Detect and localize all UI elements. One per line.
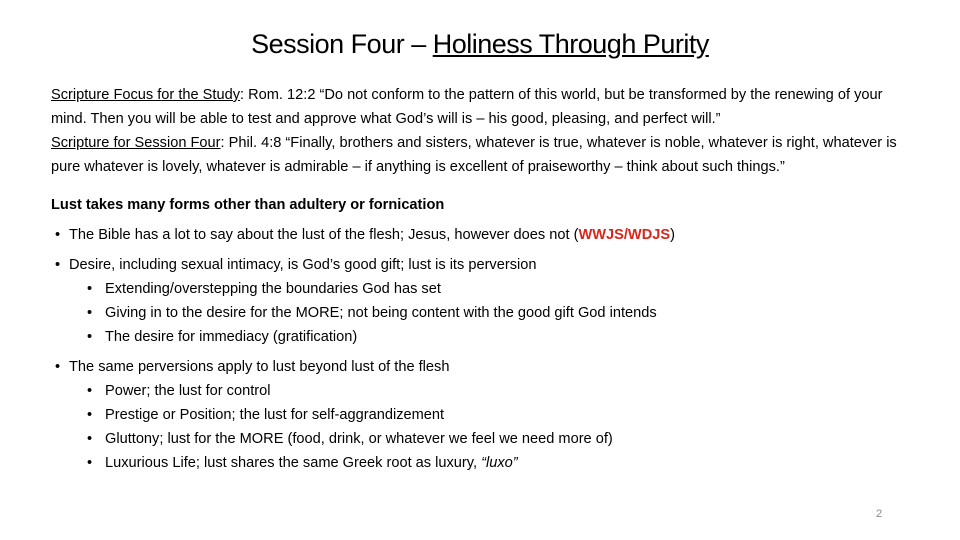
sub-bullet-item: • Giving in to the desire for the MORE; not being content with the good gift God intends (51, 301, 921, 325)
greek-root-word: “luxo” (481, 455, 518, 471)
sub-bullet-item: • Power; the lust for control (51, 379, 921, 403)
title-underlined: Holiness Through Purity (432, 29, 709, 59)
scripture-focus-label: Scripture Focus for the Study (51, 87, 240, 103)
scripture-session-colon: : (220, 135, 225, 151)
bullet-close: ) (670, 227, 675, 243)
wwjs-highlight: WWJS/WDJS (578, 227, 671, 243)
title-prefix: Session Four – (251, 29, 433, 59)
scripture-focus-paragraph (51, 83, 921, 131)
sub-bullet-item (51, 451, 921, 475)
bullet-item (51, 223, 921, 247)
bullet-group-perversions (51, 355, 921, 475)
scripture-session-label: Scripture for Session Four (51, 135, 221, 151)
sub-bullet-item: • Extending/overstepping the boundaries God has set (51, 277, 921, 301)
scripture-session-text: Phil. 4:8 “Finally, brothers and sisters, whatever is true, whatever is noble, whatever is right, whatever is pure whatever is lovely, whatever is admirable – if anything is excellent of praiseworthy – think about such things.” (51, 135, 897, 175)
page-number: 2 (876, 508, 883, 520)
scripture-focus-text: Rom. 12:2 “Do not conform to the pattern of this world, but be transformed by the renewing of your mind. Then you will be able to test and approve what God’s will is – his good, pleasing, and perfect will.” (51, 87, 883, 127)
section-heading: Lust takes many forms other than adultery or fornication (51, 197, 445, 213)
scripture-focus-colon: : (240, 87, 245, 103)
sub-bullet-item: • Gluttony; lust for the MORE (food, drink, or whatever we feel we need more of) (51, 427, 921, 451)
slide-body (51, 83, 921, 475)
bullet-item: • The same perversions apply to lust beyond lust of the flesh (51, 355, 921, 379)
scripture-session-paragraph (51, 131, 921, 179)
bullet-item: • Desire, including sexual intimacy, is God’s good gift; lust is its perversion (51, 253, 921, 277)
bullet-group-desire (51, 253, 921, 349)
sub-bullet-item: • The desire for immediacy (gratification) (51, 325, 921, 349)
sub-bullet-text: Luxurious Life; lust shares the same Greek root as luxury, (105, 455, 482, 471)
page-title (0, 24, 960, 64)
bullet-text: The Bible has a lot to say about the lust of the flesh; Jesus, however does not ( (69, 227, 579, 243)
sub-bullet-item: • Prestige or Position; the lust for self-aggrandizement (51, 403, 921, 427)
